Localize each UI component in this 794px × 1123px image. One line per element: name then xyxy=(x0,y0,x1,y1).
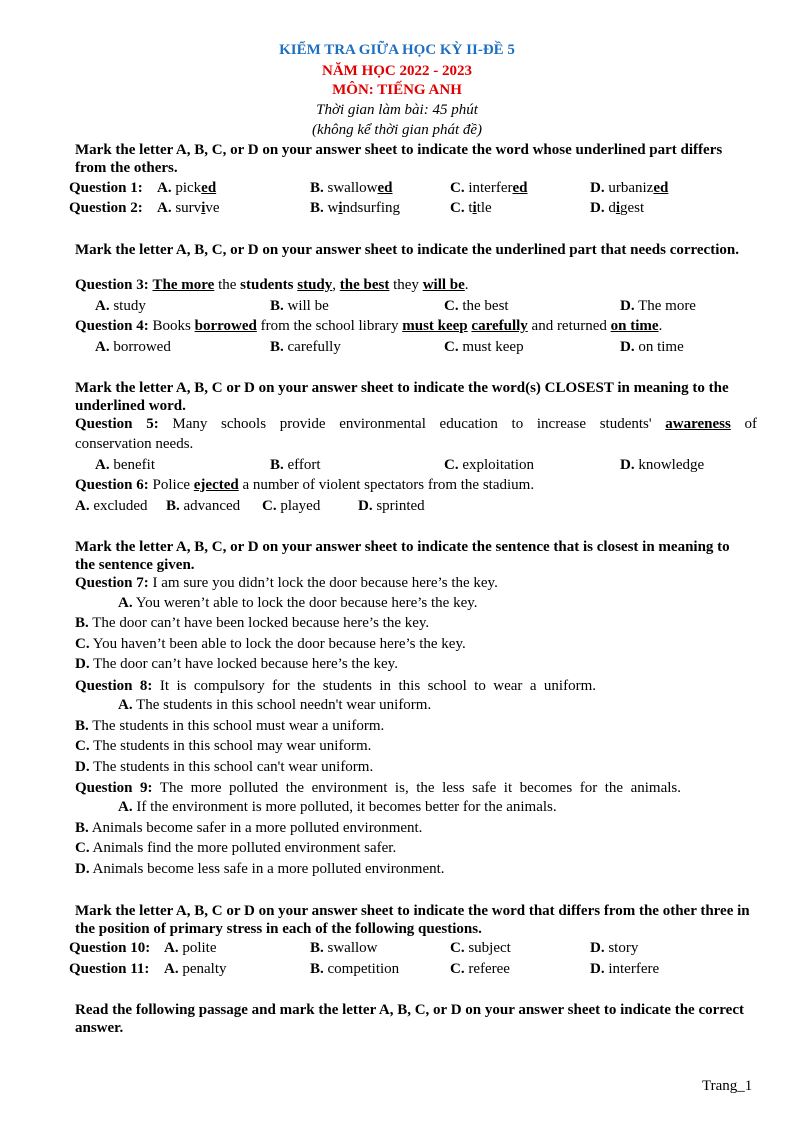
exam-title: KIỂM TRA GIỮA HỌC KỲ II-ĐỀ 5 xyxy=(279,42,515,58)
q4-stem: Question 4: Books borrowed from the school library must keep carefully and returned on time. xyxy=(75,318,663,334)
q7-option-a: A. You weren’t able to lock the door because here’s the key. xyxy=(118,595,478,611)
section4-instruction: Mark the letter A, B, C, or D on your answer sheet to indicate the sentence that is closest in meaning to the sentence given. xyxy=(75,539,730,573)
q1-label: Question 1: xyxy=(69,180,143,196)
q3-option-b: B. will be xyxy=(270,298,329,314)
q1-option-d: D. urbanized xyxy=(590,180,669,196)
q1-option-a: A. picked xyxy=(157,180,217,196)
section5-instruction: Mark the letter A, B, C or D on your answer sheet to indicate the word that differs from the other three in the position of primary stress in each of the following questions. xyxy=(75,903,750,937)
q8-option-b: B. The students in this school must wear a uniform. xyxy=(75,718,385,734)
q7-option-d: D. The door can’t have locked because here’s the key. xyxy=(75,656,398,672)
q3-option-d: D. The more xyxy=(620,298,696,314)
q5-stem-continued: conservation needs. xyxy=(75,436,194,452)
q7-stem: Question 7: I am sure you didn’t lock the door because here’s the key. xyxy=(75,575,498,591)
q10-option-c: C. subject xyxy=(450,940,511,956)
q2-option-d: D. digest xyxy=(590,200,645,216)
time-allowed: Thời gian làm bài: 45 phút xyxy=(316,102,478,118)
q8-option-c: C. The students in this school may wear uniform. xyxy=(75,738,372,754)
q9-option-c: C. Animals find the more polluted environment safer. xyxy=(75,840,397,856)
q10-option-d: D. story xyxy=(590,940,639,956)
q7-option-b: B. The door can’t have been locked because here’s the key. xyxy=(75,615,430,631)
q6-option-a: A. excluded xyxy=(75,498,148,514)
section3-instruction: Mark the letter A, B, C or D on your answer sheet to indicate the word(s) CLOSEST in meaning to the underlined word. xyxy=(75,380,729,414)
q10-option-a: A. polite xyxy=(164,940,217,956)
q11-option-d: D. interfere xyxy=(590,961,660,977)
page-number: Trang_1 xyxy=(702,1078,753,1094)
q11-option-b: B. competition xyxy=(310,961,400,977)
q9-option-a: A. If the environment is more polluted, it becomes better for the animals. xyxy=(118,799,557,815)
q9-stem: Question 9: The more polluted the environment is, the less safe it becomes for the animals. xyxy=(75,780,681,796)
q2-option-c: C. title xyxy=(450,200,492,216)
section2-instruction: Mark the letter A, B, C, or D on your answer sheet to indicate the underlined part that needs correction. xyxy=(75,242,739,258)
section6-instruction: Read the following passage and mark the letter A, B, C, or D on your answer sheet to indicate the correct answer. xyxy=(75,1002,744,1036)
q10-label: Question 10: xyxy=(69,940,151,956)
q4-option-b: B. carefully xyxy=(270,339,341,355)
q5-option-c: C. exploitation xyxy=(444,457,534,473)
q6-option-d: D. sprinted xyxy=(358,498,425,514)
q8-option-a: A. The students in this school needn't wear uniform. xyxy=(118,697,432,713)
q2-label: Question 2: xyxy=(69,200,143,216)
q5-option-d: D. knowledge xyxy=(620,457,705,473)
q10-option-b: B. swallow xyxy=(310,940,378,956)
q11-option-a: A. penalty xyxy=(164,961,227,977)
q4-option-c: C. must keep xyxy=(444,339,524,355)
q7-option-c: C. You haven’t been able to lock the door because here’s the key. xyxy=(75,636,466,652)
q6-option-c: C. played xyxy=(262,498,321,514)
q11-option-c: C. referee xyxy=(450,961,510,977)
q1-option-c: C. interfered xyxy=(450,180,528,196)
q8-option-d: D. The students in this school can't wear uniform. xyxy=(75,759,374,775)
q9-option-d: D. Animals become less safe in a more polluted environment. xyxy=(75,861,445,877)
school-year: NĂM HỌC 2022 - 2023 xyxy=(322,63,472,79)
q5-stem: Question 5: Many schools provide environmental education to increase students' awareness of xyxy=(75,416,757,432)
q3-option-a: A. study xyxy=(95,298,146,314)
q5-option-a: A. benefit xyxy=(95,457,155,473)
q3-option-c: C. the best xyxy=(444,298,509,314)
section1-instruction: Mark the letter A, B, C, or D on your answer sheet to indicate the word whose underlined part differs from the others. xyxy=(75,142,723,176)
q6-stem: Question 6: Police ejected a number of violent spectators from the stadium. xyxy=(75,477,535,493)
q1-option-b: B. swallowed xyxy=(310,180,393,196)
q5-option-b: B. effort xyxy=(270,457,321,473)
q3-stem: Question 3: The more the students study, the best they will be. xyxy=(75,277,469,293)
q6-option-b: B. advanced xyxy=(166,498,241,514)
q9-option-b: B. Animals become safer in a more polluted environment. xyxy=(75,820,423,836)
subject: MÔN: TIẾNG ANH xyxy=(332,82,462,98)
q4-option-d: D. on time xyxy=(620,339,684,355)
q2-option-b: B. windsurfing xyxy=(310,200,401,216)
q11-label: Question 11: xyxy=(69,961,150,977)
q4-option-a: A. borrowed xyxy=(95,339,171,355)
q8-stem: Question 8: It is compulsory for the students in this school to wear a uniform. xyxy=(75,678,596,694)
q2-option-a: A. survive xyxy=(157,200,220,216)
time-note: (không kể thời gian phát đề) xyxy=(311,122,483,138)
